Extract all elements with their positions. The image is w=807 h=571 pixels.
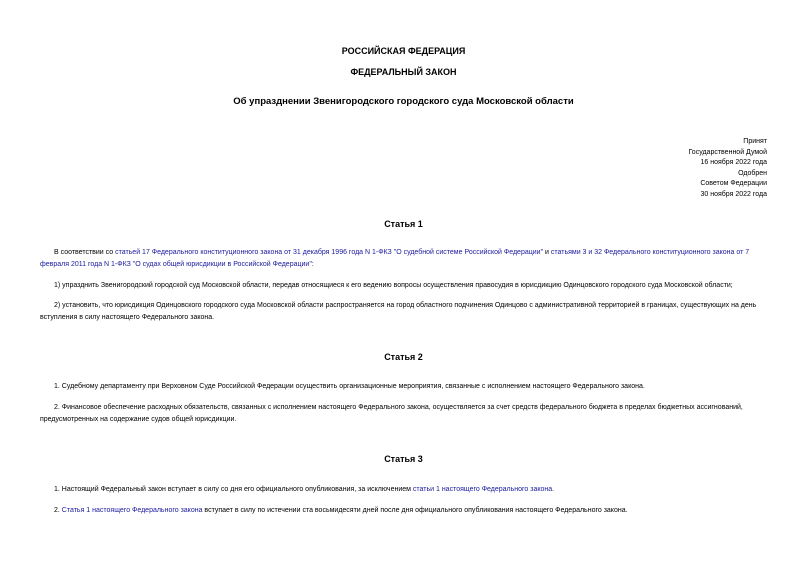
article-1-intro [40,247,768,271]
article-2-item-2: 2. Финансовое обеспечение расходных обязательств, связанных с исполнением настоящего Федерального закона, осуществляется за счет средств федерального бюджета в пределах бюджетных ассигнований, предусмотренных на содержание судов общей юрисдикции. [40,404,743,423]
link-fkz-articles-3-32[interactable]: статьями 3 и 32 Федерального конституционного закона от 7 февраля 2011 года N 1-ФКЗ "О судах общей юрисдикции в Российской Федерации" [40,249,750,268]
item-text: 1. Настоящий Федеральный закон вступает в силу со дня его официального опубликования, за исключением [54,486,413,493]
article-3-item-2 [40,505,768,517]
article-2-heading: Статья 2 [384,352,423,362]
adoption-line: Государственной Думой [688,148,767,156]
item-text: . [552,486,555,493]
adoption-line: Советом Федерации [700,180,767,188]
intro-text: : [311,261,314,268]
adoption-line: Одобрен [738,169,767,177]
item-text: 2. [54,507,62,514]
adoption-line: 30 ноября 2022 года [700,190,767,198]
article-2-item-1: 1. Судебному департаменту при Верховном Суде Российской Федерации осуществить организационные мероприятия, связанные с исполнением настоящего Федерального закона. [54,383,645,390]
article-3-heading: Статья 3 [384,454,423,464]
item-text: вступает в силу по истечении ста восьмидесяти дней после дня официального опубликования настоящего Федерального закона. [202,507,628,514]
article-1-item-1: 1) упразднить Звенигородский городской суд Московской области, передав относящиеся к его ведению вопросы осуществления правосудия в юрисдикцию Одинцовского городского суда Московской области; [54,282,733,289]
intro-text: и [543,249,551,256]
adoption-line: 16 ноября 2022 года [700,159,767,167]
article-3-item-1 [40,484,768,496]
adoption-block [688,137,767,201]
adoption-line: Принят [743,138,767,145]
link-fkz-article-17[interactable]: статьей 17 Федерального конституционного закона от 31 декабря 1996 года N 1-ФКЗ "О судебной системе Российской Федерации" [115,249,544,256]
article-1-item-2: 2) установить, что юрисдикция Одинцовского городского суда Московской области распространяется на город областного подчинения Одинцово с административной территорией в границах, существующих на день вступления в силу настоящего Федерального закона. [40,302,757,321]
document-title: Об упразднении Звенигородского городского суда Московской области [233,96,574,107]
doc-type-heading: ФЕДЕРАЛЬНЫЙ ЗАКОН [350,67,457,77]
country-heading: РОССИЙСКАЯ ФЕДЕРАЦИЯ [341,46,466,56]
link-article-1[interactable]: Статья 1 настоящего Федерального закона [61,507,203,514]
intro-text: В соответствии со [54,249,116,256]
article-1-heading: Статья 1 [384,219,423,229]
link-article-1[interactable]: статьи 1 настоящего Федерального закона [412,486,553,493]
